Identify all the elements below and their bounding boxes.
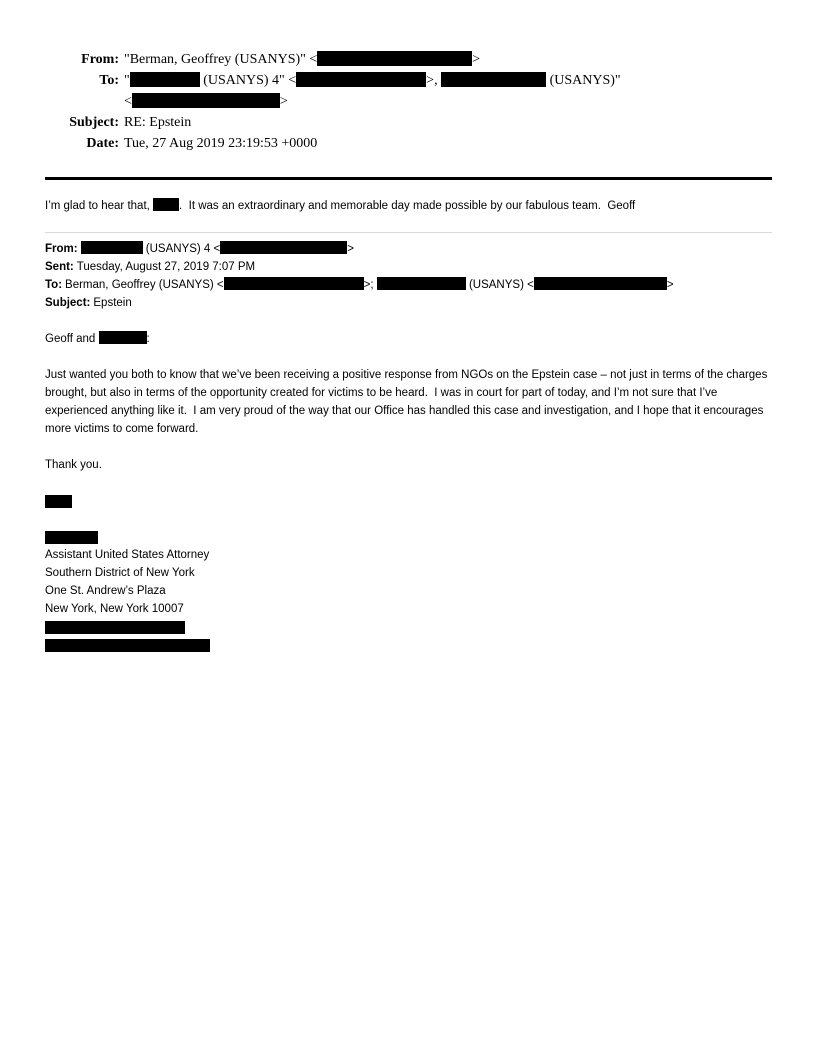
signature-address1: One St. Andrew’s Plaza	[45, 585, 166, 597]
quoted-sent-line	[45, 258, 772, 276]
main-paragraph: Just wanted you both to know that we’ve been receiving a positive response from NGOs on the Epstein case – not just in terms of the charges brought, but also in terms of the opportunity created for victims to be heard. I was in court for part of today, and I’m not sure that I’ve experienced anything like it. I am very proud of the way that our Office has handled this case and investigation, and I hope that it encourages more victims to come forward.	[45, 369, 771, 435]
email-body	[45, 197, 772, 654]
quoted-to-label: To:	[45, 279, 63, 291]
quoted-to-text-2: >;	[363, 279, 377, 291]
redaction-bar	[534, 277, 667, 290]
quoted-from-post: >	[347, 243, 354, 255]
redaction-bar	[45, 639, 210, 652]
subject-label: Subject:	[69, 115, 119, 130]
quoted-from-text: (USANYS) 4 <	[142, 243, 221, 255]
redaction-bar	[224, 277, 364, 290]
redaction-bar	[45, 621, 185, 634]
reply-line	[45, 197, 772, 215]
quoted-from-line	[45, 240, 772, 258]
redaction-bar	[377, 277, 466, 290]
to-line2-post: >	[279, 94, 288, 109]
blank-line	[45, 510, 772, 528]
header-row-from	[45, 49, 772, 70]
to-value	[119, 70, 621, 112]
quoted-sent-label: Sent:	[45, 261, 74, 273]
redacted-phone	[45, 618, 772, 636]
reply-text-pre: I’m glad to hear that,	[45, 200, 154, 212]
redacted-signature-name	[45, 528, 772, 546]
to-text-4: (USANYS)"	[546, 73, 621, 88]
from-value	[119, 49, 480, 70]
from-label: From:	[81, 52, 119, 67]
redaction-bar	[132, 93, 280, 108]
quoted-subject-line	[45, 294, 772, 312]
redaction-bar	[45, 531, 98, 544]
signature-title: Assistant United States Attorney	[45, 549, 210, 561]
thanks-line: Thank you.	[45, 459, 102, 471]
quoted-subject-label: Subject:	[45, 297, 91, 309]
header-divider	[45, 177, 772, 180]
blank-line	[45, 312, 772, 330]
to-text-2: (USANYS) 4" <	[199, 73, 297, 88]
redaction-bar	[81, 241, 143, 254]
quoted-to-text-4: >	[666, 279, 674, 291]
salutation-pre: Geoff and	[45, 333, 99, 345]
email-header	[45, 49, 772, 154]
salutation	[45, 330, 772, 348]
quoted-divider	[45, 232, 772, 233]
from-text-pre: "Berman, Geoffrey (USANYS)" <	[124, 52, 318, 67]
quoted-to-text-1: Berman, Geoffrey (USANYS) <	[65, 279, 224, 291]
quoted-from-label: From:	[45, 243, 78, 255]
quoted-header	[45, 240, 772, 312]
to-text-3: >,	[426, 73, 442, 88]
redacted-signoff	[45, 492, 772, 510]
redaction-bar	[45, 495, 72, 508]
quoted-subject-value: Epstein	[93, 297, 132, 309]
redacted-email	[45, 636, 772, 654]
subject-value: RE: Epstein	[124, 115, 192, 130]
redaction-bar	[317, 51, 472, 66]
from-text-post: >	[472, 52, 481, 67]
header-row-to	[45, 70, 772, 112]
salutation-post: :	[146, 333, 150, 345]
redaction-bar	[99, 331, 147, 344]
reply-text-post: . It was an extraordinary and memorable day made possible by our fabulous team. Geoff	[179, 200, 636, 212]
redaction-bar	[441, 72, 546, 87]
redaction-bar	[153, 198, 179, 211]
quoted-to-text-3: (USANYS) <	[465, 279, 534, 291]
signature-address2: New York, New York 10007	[45, 603, 184, 615]
quoted-sent-value: Tuesday, August 27, 2019 7:07 PM	[76, 261, 256, 273]
to-label: To:	[99, 73, 119, 88]
redaction-bar	[220, 241, 347, 254]
date-value: Tue, 27 Aug 2019 23:19:53 +0000	[124, 136, 318, 151]
to-line2-pre: <	[124, 94, 132, 109]
blank-line	[45, 348, 772, 366]
signature-office: Southern District of New York	[45, 567, 195, 579]
redaction-bar	[130, 72, 200, 87]
date-label: Date:	[86, 136, 119, 151]
header-row-date	[45, 133, 772, 154]
signature-block	[45, 528, 772, 654]
to-text-1: "	[124, 73, 130, 88]
blank-line	[45, 474, 772, 492]
quoted-to-line	[45, 276, 772, 294]
blank-line	[45, 438, 772, 456]
redaction-bar	[296, 72, 426, 87]
header-row-subject	[45, 112, 772, 133]
